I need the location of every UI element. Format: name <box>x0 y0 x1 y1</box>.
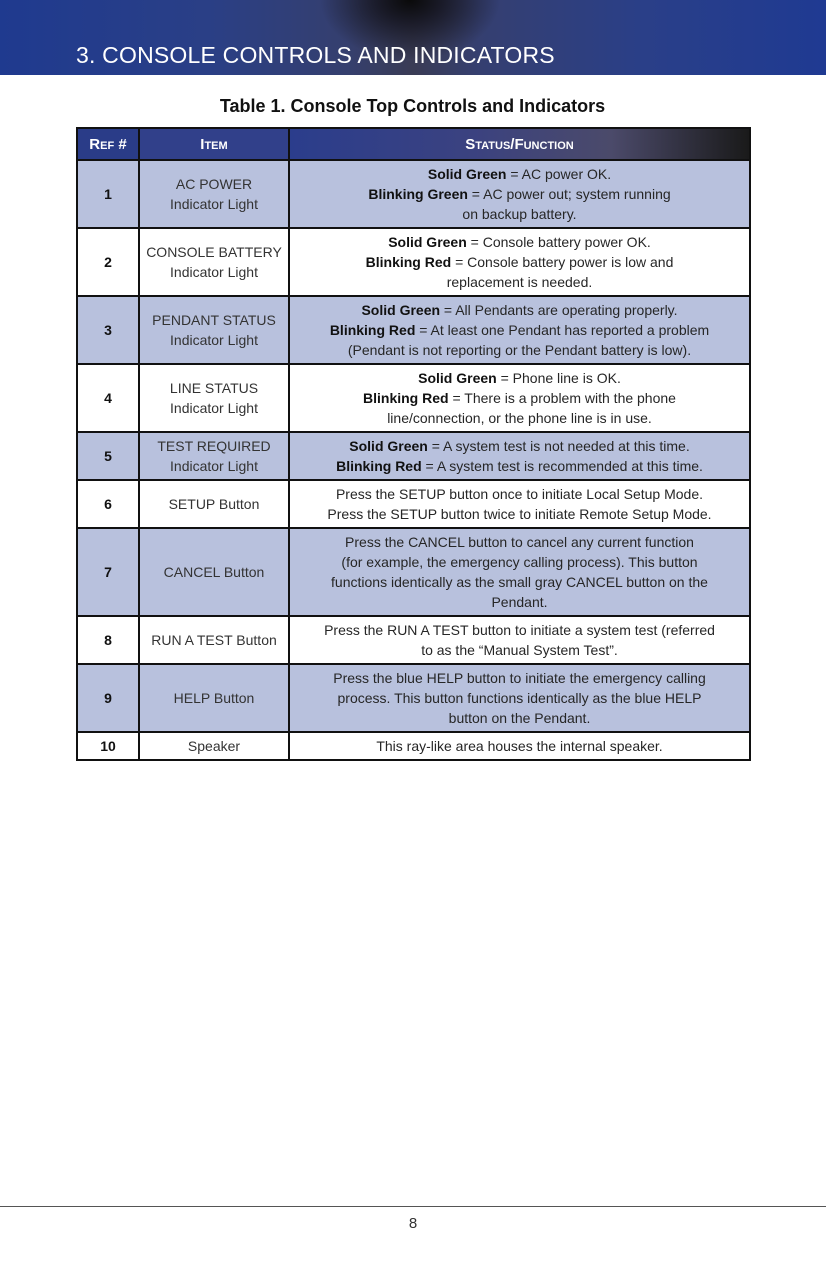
ref-number: 2 <box>77 228 139 296</box>
item-name <box>139 616 289 664</box>
status-text: Press the blue HELP button to initiate the emergency calling <box>333 670 706 686</box>
status-state-label: Solid Green <box>427 166 507 182</box>
item-name-line: Indicator Light <box>170 332 258 348</box>
status-line <box>294 552 745 572</box>
table-row <box>77 228 750 296</box>
status-text: = A system test is recommended at this time. <box>421 458 703 474</box>
status-line <box>294 456 745 476</box>
ref-number: 3 <box>77 296 139 364</box>
page-number: 8 <box>408 1215 418 1232</box>
table-row <box>77 364 750 432</box>
status-text: (for example, the emergency calling process). This button <box>341 554 698 570</box>
status-line <box>294 408 745 428</box>
status-text: = Phone line is OK. <box>496 370 621 386</box>
status-text: on backup battery. <box>462 206 577 222</box>
status-function <box>289 664 750 732</box>
ref-number: 5 <box>77 432 139 480</box>
status-state-label: Blinking Red <box>363 390 449 406</box>
status-text: = AC power out; system running <box>467 186 671 202</box>
status-state-label: Solid Green <box>418 370 497 386</box>
item-name-line: CANCEL Button <box>163 564 265 580</box>
status-text: This ray-like area houses the internal speaker. <box>376 738 663 754</box>
ref-number: 4 <box>77 364 139 432</box>
section-header-banner <box>0 0 826 75</box>
item-name-line: PENDANT STATUS <box>152 312 276 328</box>
status-text: = A system test is not needed at this time. <box>427 438 690 454</box>
item-name-line: Speaker <box>187 738 241 754</box>
status-text: = At least one Pendant has reported a problem <box>415 322 710 338</box>
status-text: to as the “Manual System Test”. <box>421 642 618 658</box>
item-name-line: SETUP Button <box>168 496 260 512</box>
item-name <box>139 528 289 616</box>
item-name-line: Indicator Light <box>170 400 258 416</box>
status-text: process. This button functions identically as the blue HELP <box>337 690 702 706</box>
status-line <box>294 368 745 388</box>
status-line <box>294 620 745 640</box>
table-row <box>77 664 750 732</box>
header-item: Item <box>139 128 289 160</box>
status-function <box>289 160 750 228</box>
table-caption: Table 1. Console Top Controls and Indicators <box>219 96 606 116</box>
table-body <box>77 160 750 760</box>
status-state-label: Blinking Red <box>336 458 422 474</box>
status-line <box>294 252 745 272</box>
ref-number: 9 <box>77 664 139 732</box>
item-name-line: Indicator Light <box>170 264 258 280</box>
item-name-line: LINE STATUS <box>169 380 259 396</box>
item-name <box>139 228 289 296</box>
status-line <box>294 184 745 204</box>
status-state-label: Blinking Green <box>368 186 468 202</box>
table-row <box>77 160 750 228</box>
status-line <box>294 736 745 756</box>
item-name <box>139 296 289 364</box>
item-name-line: Indicator Light <box>170 196 258 212</box>
status-line <box>294 592 745 612</box>
status-text: functions identically as the small gray CANCEL button on the <box>331 574 708 590</box>
table-row <box>77 616 750 664</box>
table-row <box>77 296 750 364</box>
status-line <box>294 688 745 708</box>
item-name-line: TEST REQUIRED <box>157 438 271 454</box>
status-text: button on the Pendant. <box>448 710 591 726</box>
status-text: (Pendant is not reporting or the Pendant battery is low). <box>347 342 692 358</box>
status-function <box>289 228 750 296</box>
status-line <box>294 532 745 552</box>
ref-number: 10 <box>77 732 139 760</box>
item-name <box>139 480 289 528</box>
status-function <box>289 364 750 432</box>
status-function <box>289 296 750 364</box>
status-function <box>289 432 750 480</box>
status-text: Press the CANCEL button to cancel any current function <box>345 534 694 550</box>
table-row <box>77 432 750 480</box>
status-text: line/connection, or the phone line is in use. <box>387 410 652 426</box>
status-function <box>289 528 750 616</box>
status-line <box>294 232 745 252</box>
ref-number: 7 <box>77 528 139 616</box>
item-name <box>139 732 289 760</box>
item-name <box>139 160 289 228</box>
status-line <box>294 504 745 524</box>
item-name <box>139 432 289 480</box>
status-line <box>294 320 745 340</box>
status-line <box>294 388 745 408</box>
status-line <box>294 272 745 292</box>
status-state-label: Solid Green <box>361 302 441 318</box>
status-text: = AC power OK. <box>506 166 612 182</box>
status-function <box>289 480 750 528</box>
status-text: replacement is needed. <box>446 274 593 290</box>
status-line <box>294 484 745 504</box>
status-line <box>294 668 745 688</box>
status-line <box>294 436 745 456</box>
item-name-line: CONSOLE BATTERY <box>146 244 282 260</box>
item-name <box>139 664 289 732</box>
item-name-line: RUN A TEST Button <box>151 632 277 648</box>
status-function <box>289 732 750 760</box>
item-name-line: HELP Button <box>173 690 255 706</box>
status-text: Press the RUN A TEST button to initiate a system test (referred <box>324 622 715 638</box>
status-state-label: Blinking Red <box>365 254 452 270</box>
status-text: = All Pendants are operating properly. <box>440 302 678 318</box>
status-line <box>294 708 745 728</box>
status-function <box>289 616 750 664</box>
status-text: = Console battery power OK. <box>466 234 651 250</box>
status-line <box>294 204 745 224</box>
status-line <box>294 572 745 592</box>
table-row <box>77 480 750 528</box>
section-title: 3. CONSOLE CONTROLS AND INDICATORS <box>76 42 555 68</box>
table-row <box>77 732 750 760</box>
status-text: = Console battery power is low and <box>451 254 674 270</box>
item-name-line: AC POWER <box>175 176 253 192</box>
footer-divider <box>0 1206 826 1207</box>
status-line <box>294 164 745 184</box>
item-name <box>139 364 289 432</box>
header-status-function: Status/Function <box>289 128 750 160</box>
header-ref: Ref # <box>77 128 139 160</box>
status-line <box>294 640 745 660</box>
item-name-line: Indicator Light <box>170 458 258 474</box>
table-row <box>77 528 750 616</box>
status-state-label: Blinking Red <box>329 322 416 338</box>
status-state-label: Solid Green <box>349 438 428 454</box>
ref-number: 6 <box>77 480 139 528</box>
table-header-row <box>77 128 750 160</box>
status-text: = There is a problem with the phone <box>448 390 676 406</box>
controls-table <box>76 127 751 761</box>
status-line <box>294 340 745 360</box>
status-state-label: Solid Green <box>388 234 467 250</box>
status-line <box>294 300 745 320</box>
status-text: Pendant. <box>491 594 548 610</box>
ref-number: 8 <box>77 616 139 664</box>
status-text: Press the SETUP button twice to initiate Remote Setup Mode. <box>327 506 712 522</box>
ref-number: 1 <box>77 160 139 228</box>
status-text: Press the SETUP button once to initiate Local Setup Mode. <box>335 486 704 502</box>
